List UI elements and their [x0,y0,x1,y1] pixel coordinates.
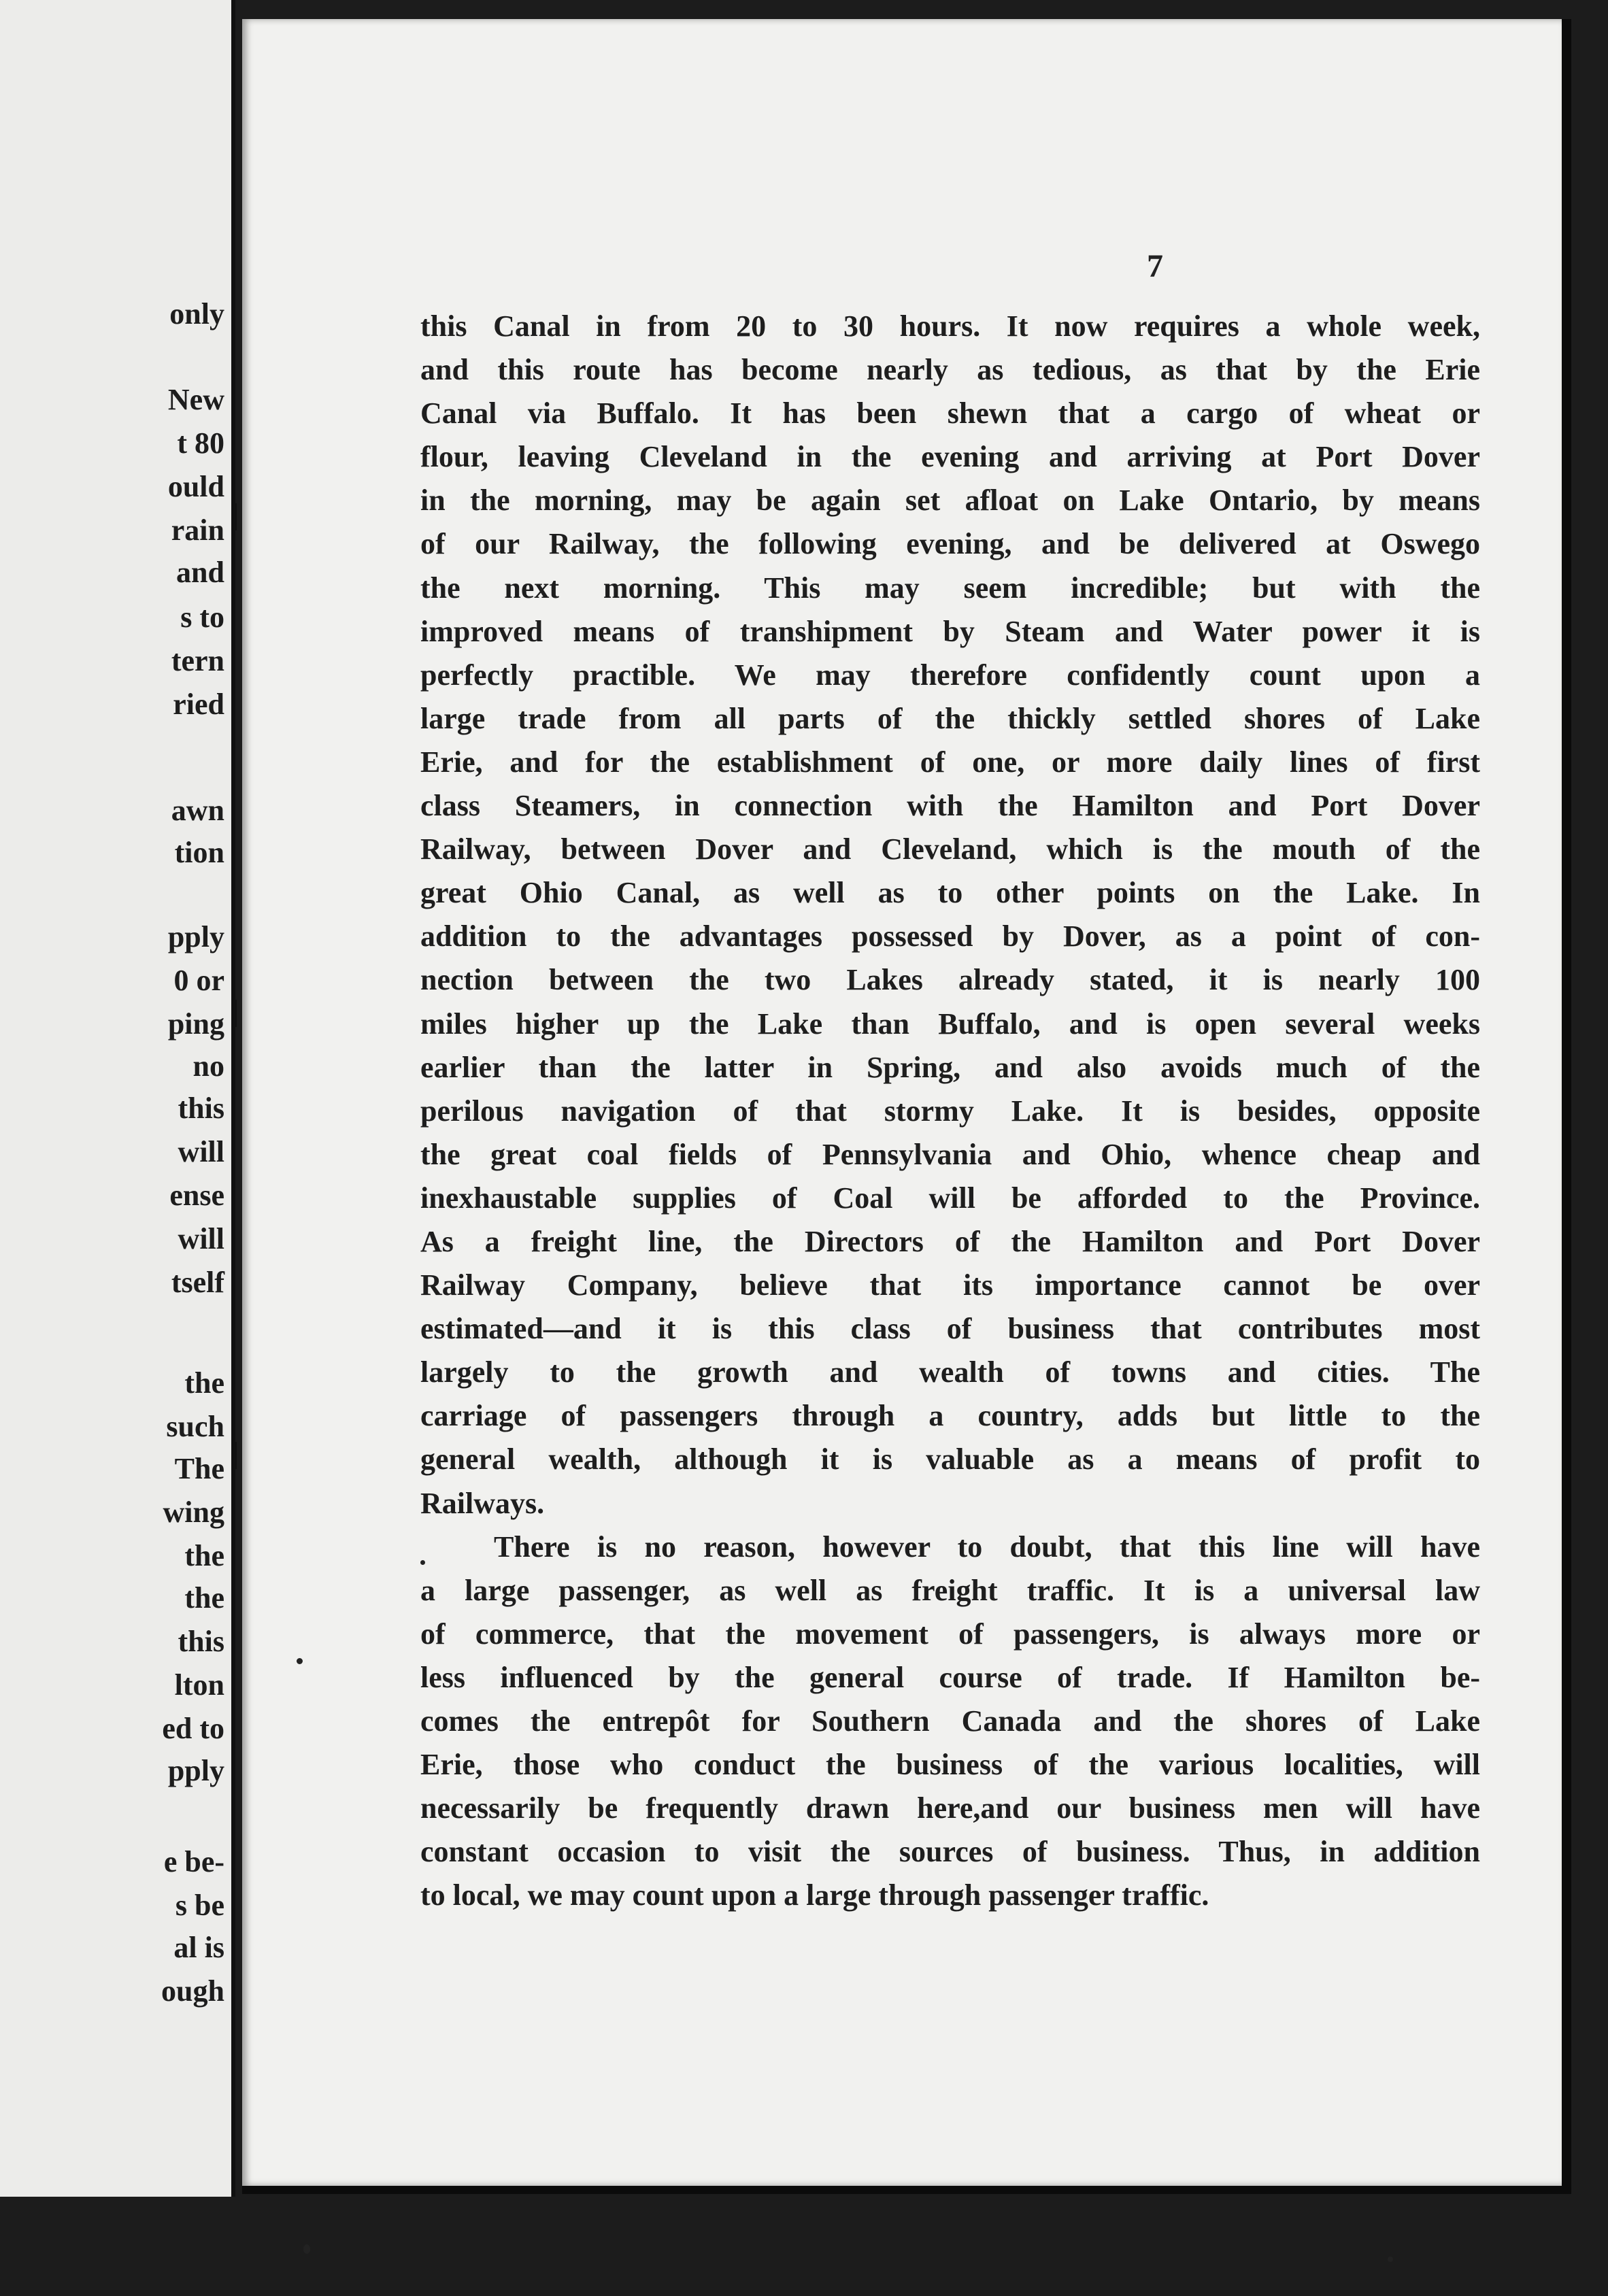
text-line: improved means of transhipment by Steam and Water power it is [420,614,1480,648]
text-line: general wealth, although it is valuable as a means of profit to [420,1442,1480,1476]
ink-speck [303,2244,310,2254]
text-line: this Canal in from 20 to 30 hours. It now requires a whole week, [420,309,1480,343]
text-line: perfectly practible. We may therefore confidently count upon a [420,658,1480,692]
body-text [420,305,1480,1917]
text-line: great Ohio Canal, as well as to other points on the Lake. In [420,876,1480,910]
ink-speck [420,1560,425,1565]
facing-page-text: such [166,1410,224,1443]
text-line: Erie, those who conduct the business of the various localities, will [420,1748,1480,1782]
facing-page-text: New [167,383,224,416]
text-line: of commerce, that the movement of passengers, is always more or [420,1617,1480,1651]
paragraph [420,1525,1480,1918]
facing-page-text: ould [167,470,224,503]
facing-page-text: The [174,1452,224,1485]
text-line: Railways. [420,1486,545,1520]
text-line: addition to the advantages possessed by Dover, as a point of con- [420,919,1480,953]
text-line: constant occasion to visit the sources of business. Thus, in addition [420,1835,1480,1869]
binding-edge-mark [234,1442,237,1469]
facing-page-text: the [184,1581,224,1615]
facing-page-text: al is [173,1931,224,1964]
text-line: necessarily be frequently drawn here,and our business men will have [420,1791,1480,1825]
text-line: class Steamers, in connection with the Hamilton and Port Dover [420,789,1480,823]
text-line: As a freight line, the Directors of the Hamilton and Port Dover [420,1224,1480,1258]
text-line: Railway, between Dover and Cleveland, which is the mouth of the [420,832,1480,866]
text-line: of our Railway, the following evening, and be delivered at Oswego [420,527,1480,561]
ink-speck [1388,2257,1393,2262]
text-line: the next morning. This may seem incredible; but with the [420,571,1480,605]
text-line: and this route has become nearly as tedious, as that by the Erie [420,353,1480,387]
text-line: less influenced by the general course of trade. If Hamilton be- [420,1660,1480,1694]
facing-page-text: tion [174,836,224,869]
text-line: There is no reason, however to doubt, that this line will have [494,1530,1480,1564]
facing-page-text: ed to [162,1712,224,1745]
binding-edge-mark [234,1000,237,1027]
facing-page-text: t 80 [177,426,224,460]
text-line: largely to the growth and wealth of towns and cities. The [420,1355,1480,1389]
facing-page-text: s be [175,1889,224,1922]
facing-page-text: the [184,1539,224,1572]
text-line: flour, leaving Cleveland in the evening and arriving at Port Dover [420,440,1480,474]
facing-page-text: and [176,556,224,589]
text-line: large trade from all parts of the thickly settled shores of Lake [420,701,1480,735]
paragraph [420,305,1480,1525]
facing-page-text: this [178,1625,224,1658]
facing-page-text: tern [171,644,224,677]
page-number: 7 [1147,248,1163,284]
facing-page-text: s to [180,601,224,634]
facing-page-text: pply [167,920,224,953]
text-line: miles higher up the Lake than Buffalo, and is open several weeks [420,1007,1480,1041]
facing-page-text: lton [174,1668,224,1702]
binding-edge-mark [234,503,237,530]
text-line: Erie, and for the establishment of one, or more daily lines of first [420,745,1480,779]
ink-speck [297,1658,303,1664]
facing-page-text: ping [167,1007,224,1041]
facing-page-text: this [178,1092,224,1125]
text-line: in the morning, may be again set afloat on Lake Ontario, by means [420,484,1480,518]
text-line: earlier than the latter in Spring, and also avoids much of the [420,1050,1480,1084]
text-line: carriage of passengers through a country, adds but little to the [420,1399,1480,1433]
text-line: the great coal fields of Pennsylvania and Ohio, whence cheap and [420,1137,1480,1171]
facing-page-text: rain [171,513,224,547]
facing-page-text: ried [173,688,224,721]
text-line: comes the entrepôt for Southern Canada and the shores of Lake [420,1704,1480,1738]
facing-page-fragment [0,0,235,2197]
facing-page-text: will [178,1222,224,1255]
text-line: estimated—and it is this class of business that contributes most [420,1312,1480,1346]
facing-page-text: awn [171,794,224,827]
facing-page-text: no [192,1049,224,1083]
facing-page-text: the [184,1366,224,1400]
facing-page-text: wing [163,1496,224,1529]
facing-page-text: will [178,1135,224,1168]
text-line: Railway Company, believe that its importance cannot be over [420,1268,1480,1302]
facing-page-text: pply [167,1754,224,1787]
facing-page-text: ense [169,1179,224,1212]
text-line: to local, we may count upon a large through passenger traffic. [420,1878,1209,1912]
text-line: nection between the two Lakes already stated, it is nearly 100 [420,963,1480,997]
text-line: a large passenger, as well as freight traffic. It is a universal law [420,1573,1480,1607]
facing-page-text: only [169,297,224,331]
facing-page-text: ough [161,1974,224,2008]
facing-page-text: tself [171,1266,224,1299]
text-line: perilous navigation of that stormy Lake. It is besides, opposite [420,1094,1480,1128]
facing-page-text: 0 or [173,964,224,997]
text-line: inexhaustable supplies of Coal will be afforded to the Province. [420,1181,1480,1215]
facing-page-text: e be- [163,1845,224,1878]
text-line: Canal via Buffalo. It has been shewn that a cargo of wheat or [420,396,1480,430]
document-page [242,19,1571,2194]
